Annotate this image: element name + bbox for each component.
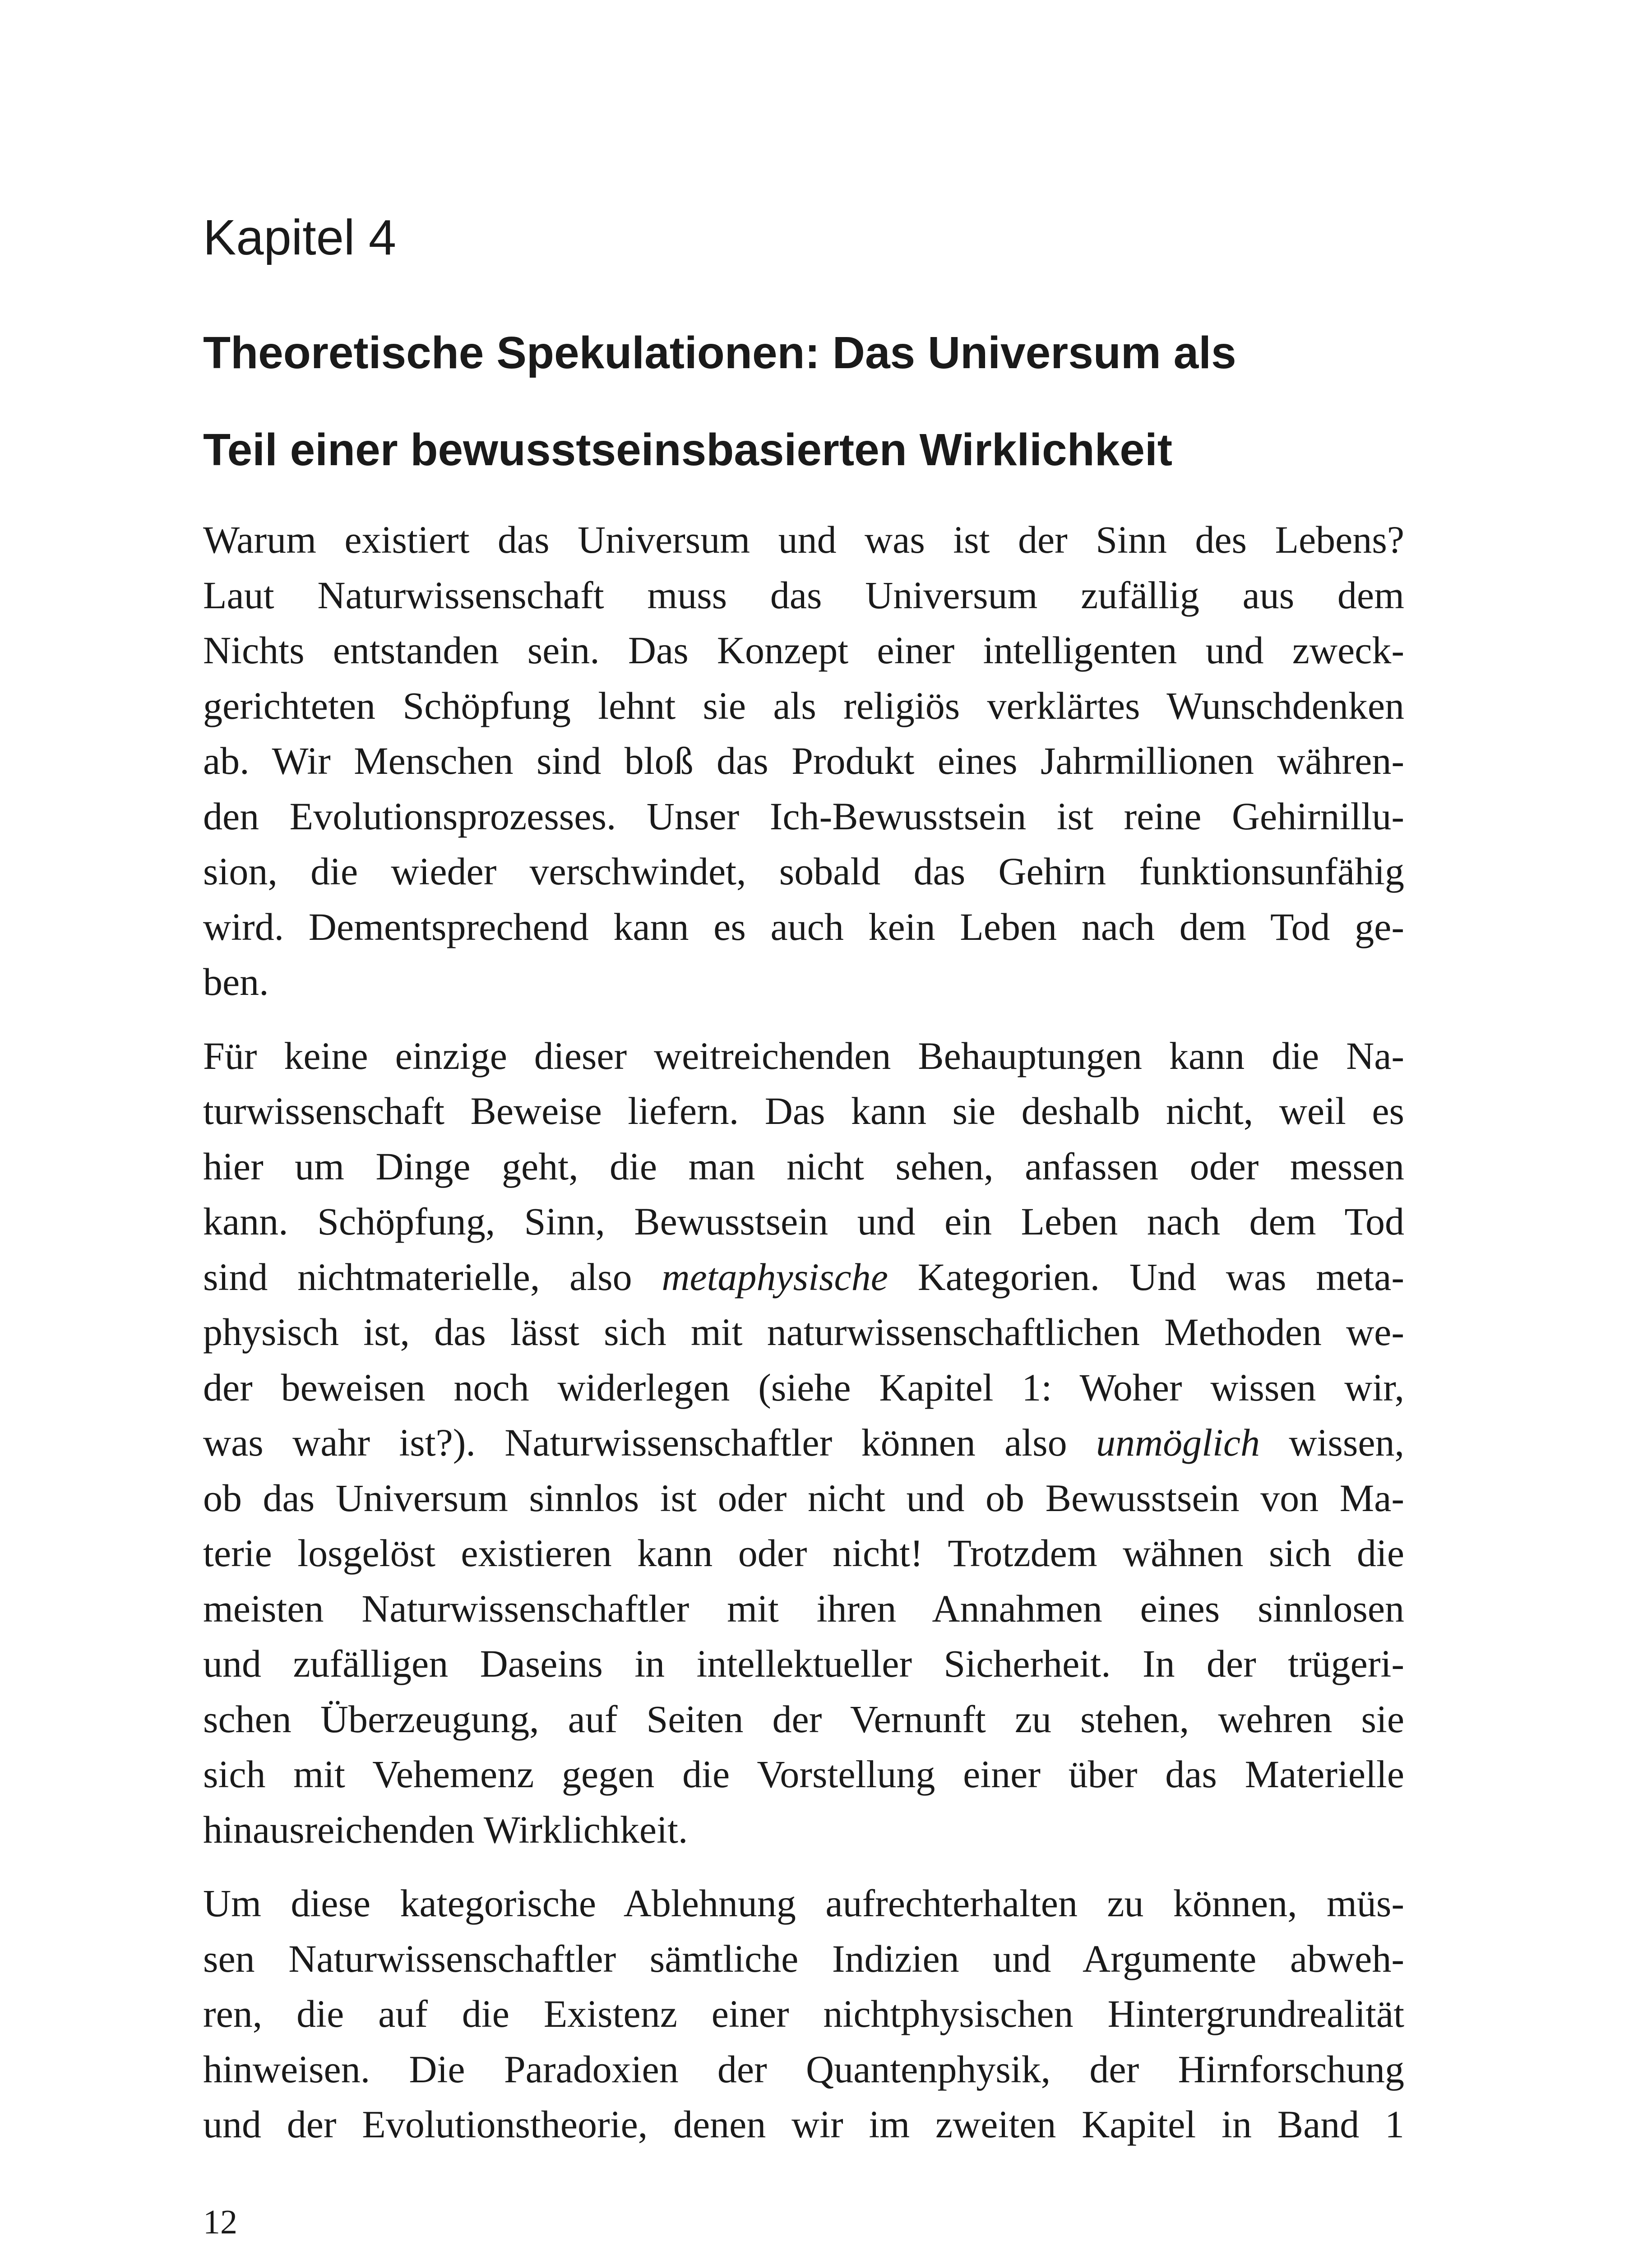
text-segment: und zufälligen Daseins in intellektueller Sicherheit. In der trügeri- [203, 1642, 1404, 1685]
text-segment: meisten Naturwissenschaftler mit ihren Annahmen eines sinnlosen [203, 1586, 1404, 1630]
text-segment: sind nichtmaterielle, also [203, 1255, 662, 1299]
text-segment: gerichteten Schöpfung lehnt sie als religiös verklärtes Wunschdenken [203, 684, 1404, 727]
text-line [203, 1636, 1404, 1692]
text-line [203, 1083, 1404, 1139]
text-segment: turwissenschaft Beweise liefern. Das kann sie deshalb nicht, weil es [203, 1089, 1404, 1133]
text-line [203, 1692, 1404, 1747]
text-segment: hinweisen. Die Paradoxien der Quantenphysik, der Hirnforschung [203, 2047, 1404, 2091]
text-line [203, 899, 1404, 955]
text-line [203, 1139, 1404, 1194]
emphasis-text: metaphysische [662, 1255, 888, 1299]
text-segment: sich mit Vehemenz gegen die Vorstellung einer über das Materielle [203, 1752, 1404, 1796]
text-segment: ren, die auf die Existenz einer nichtphysischen Hintergrundrealität [203, 1992, 1404, 2035]
text-line [203, 954, 1404, 1010]
text-segment: ob das Universum sinnlos ist oder nicht und ob Bewusstsein von Ma- [203, 1476, 1404, 1520]
text-line [203, 568, 1404, 623]
paragraph [203, 512, 1404, 1010]
text-segment: der beweisen noch widerlegen (siehe Kapitel 1: Woher wissen wir, [203, 1365, 1404, 1409]
text-segment: ab. Wir Menschen sind bloß das Produkt eines Jahrmillionen währen- [203, 739, 1404, 782]
text-line [203, 1747, 1404, 1802]
body-text [203, 512, 1404, 2171]
text-line [203, 2042, 1404, 2097]
text-segment: sen Naturwissenschaftler sämtliche Indizien und Argumente abweh- [203, 1937, 1404, 1980]
text-line [203, 1028, 1404, 1084]
text-segment: und der Evolutionstheorie, denen wir im zweiten Kapitel in Band 1 [203, 2103, 1404, 2146]
text-segment: terie losgelöst existieren kann oder nicht! Trotzdem wähnen sich die [203, 1531, 1404, 1575]
text-line [203, 1526, 1404, 1581]
text-line [203, 1986, 1404, 2042]
emphasis-text: unmöglich [1096, 1421, 1260, 1464]
text-segment: hier um Dinge geht, die man nicht sehen, anfassen oder messen [203, 1144, 1404, 1188]
text-segment: kann. Schöpfung, Sinn, Bewusstsein und ein Leben nach dem Tod [203, 1200, 1404, 1243]
text-line [203, 1415, 1404, 1470]
text-segment: Für keine einzige dieser weitreichenden Behauptungen kann die Na- [203, 1034, 1404, 1077]
text-line [203, 512, 1404, 568]
text-segment: Laut Naturwissenschaft muss das Universum zufällig aus dem [203, 573, 1404, 617]
text-line [203, 1194, 1404, 1249]
text-segment: Kategorien. Und was meta- [888, 1255, 1404, 1299]
text-segment: was wahr ist?). Naturwissenschaftler können also [203, 1421, 1096, 1464]
text-line [203, 1931, 1404, 1987]
text-segment: Nichts entstanden sein. Das Konzept einer intelligenten und zweck- [203, 629, 1404, 672]
chapter-label: Kapitel 4 [203, 210, 397, 265]
text-segment: physisch ist, das lässt sich mit naturwissenschaftlichen Methoden we- [203, 1310, 1404, 1354]
text-line [203, 1470, 1404, 1526]
chapter-title-line: Theoretische Spekulationen: Das Universum als [203, 328, 1236, 378]
text-line [203, 844, 1404, 899]
text-segment: wissen, [1260, 1421, 1404, 1464]
page-number: 12 [203, 2203, 237, 2241]
text-line [203, 1249, 1404, 1305]
text-line [203, 733, 1404, 789]
text-line [203, 1360, 1404, 1415]
chapter-title-line: Teil einer bewusstseinsbasierten Wirklichkeit [203, 425, 1173, 475]
text-segment: ben. [203, 960, 269, 1003]
chapter-title [203, 305, 1467, 499]
text-line [203, 1876, 1404, 1931]
text-line [203, 623, 1404, 678]
text-line [203, 1802, 1404, 1858]
text-line [203, 1581, 1404, 1637]
text-line [203, 1304, 1404, 1360]
text-segment: schen Überzeugung, auf Seiten der Vernunft zu stehen, wehren sie [203, 1697, 1404, 1741]
text-segment: wird. Dementsprechend kann es auch kein Leben nach dem Tod ge- [203, 905, 1404, 948]
text-line [203, 678, 1404, 734]
paragraph [203, 1876, 1404, 2152]
text-segment: Um diese kategorische Ablehnung aufrechterhalten zu können, müs- [203, 1882, 1404, 1925]
text-segment: den Evolutionsprozesses. Unser Ich-Bewusstsein ist reine Gehirnillu- [203, 794, 1404, 838]
text-segment: Warum existiert das Universum und was ist der Sinn des Lebens? [203, 518, 1404, 561]
text-segment: sion, die wieder verschwindet, sobald das Gehirn funktionsunfähig [203, 850, 1404, 893]
paragraph [203, 1028, 1404, 1858]
text-segment: hinausreichenden Wirklichkeit. [203, 1808, 688, 1851]
text-line [203, 2097, 1404, 2152]
text-line [203, 789, 1404, 844]
